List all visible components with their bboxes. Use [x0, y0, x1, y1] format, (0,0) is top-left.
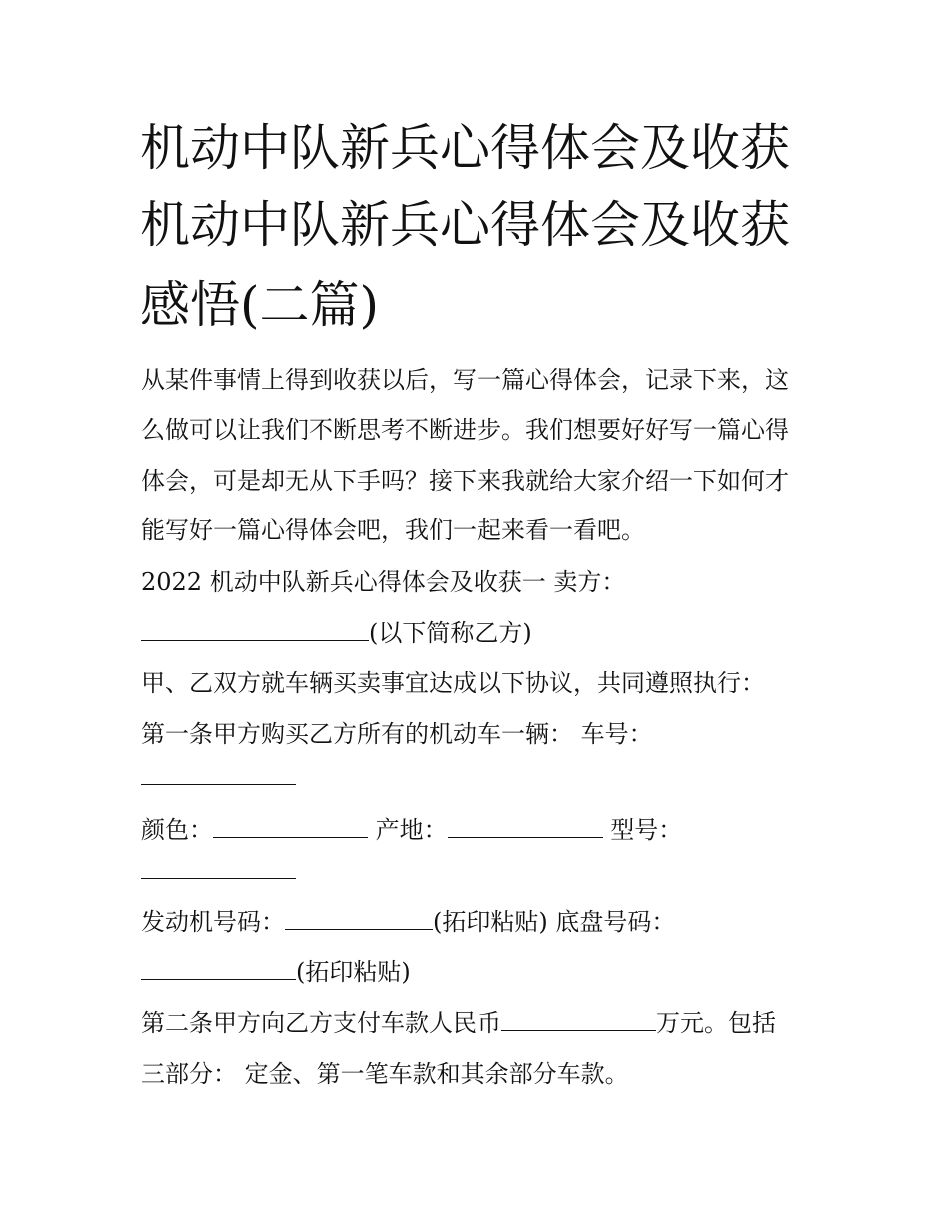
article-2-line — [141, 1008, 776, 1038]
color-blank[interactable] — [213, 815, 368, 838]
chassis-number-blank[interactable] — [141, 957, 296, 980]
intro-line-4: 能写好一篇心得体会吧，我们一起来看一看吧。 — [141, 516, 645, 544]
title-line-2: 机动中队新兵心得体会及收获 — [140, 196, 790, 254]
rubbing-suffix-1: (拓印粘贴) 底盘号码： — [433, 908, 676, 936]
seller-line — [141, 618, 532, 648]
article-2-prefix: 第二条甲方向乙方支付车款人民币 — [141, 1009, 501, 1037]
color-label: 颜色： — [141, 816, 213, 844]
article-1-line: 第一条甲方购买乙方所有的机动车一辆： 车号： — [141, 720, 653, 748]
seller-suffix: (以下简称乙方) — [369, 619, 532, 647]
rubbing-suffix-2: (拓印粘贴) — [296, 958, 411, 986]
title-line-3: 感悟(二篇) — [140, 276, 380, 334]
price-blank[interactable] — [501, 1008, 656, 1031]
intro-line-3: 体会，可是却无从下手吗？接下来我就给大家介绍一下如何才 — [141, 467, 789, 495]
article-2-suffix: 万元。包括 — [656, 1009, 776, 1037]
model-blank[interactable] — [141, 856, 296, 879]
intro-line-2: 么做可以让我们不断思考不断进步。我们想要好好写一篇心得 — [141, 416, 789, 444]
engine-label: 发动机号码： — [141, 908, 285, 936]
section-heading: 2022 机动中队新兵心得体会及收获一 卖方： — [141, 568, 626, 596]
origin-label: 产地： — [368, 816, 448, 844]
vehicle-details-line — [141, 815, 682, 845]
seller-blank[interactable] — [141, 618, 369, 641]
chassis-line — [141, 957, 411, 987]
agreement-line: 甲、乙双方就车辆买卖事宜达成以下协议，共同遵照执行： — [141, 669, 765, 697]
article-2-line-2: 三部分： 定金、第一笔车款和其余部分车款。 — [141, 1060, 629, 1088]
origin-blank[interactable] — [448, 815, 603, 838]
engine-number-blank[interactable] — [285, 907, 433, 930]
title-line-1: 机动中队新兵心得体会及收获 — [140, 119, 790, 177]
model-line — [141, 856, 296, 886]
model-label: 型号： — [602, 816, 683, 844]
intro-line-1: 从某件事情上得到收获以后，写一篇心得体会，记录下来，这 — [141, 366, 789, 394]
plate-number-blank[interactable] — [141, 762, 296, 785]
plate-line — [141, 762, 296, 792]
engine-line — [141, 907, 675, 937]
